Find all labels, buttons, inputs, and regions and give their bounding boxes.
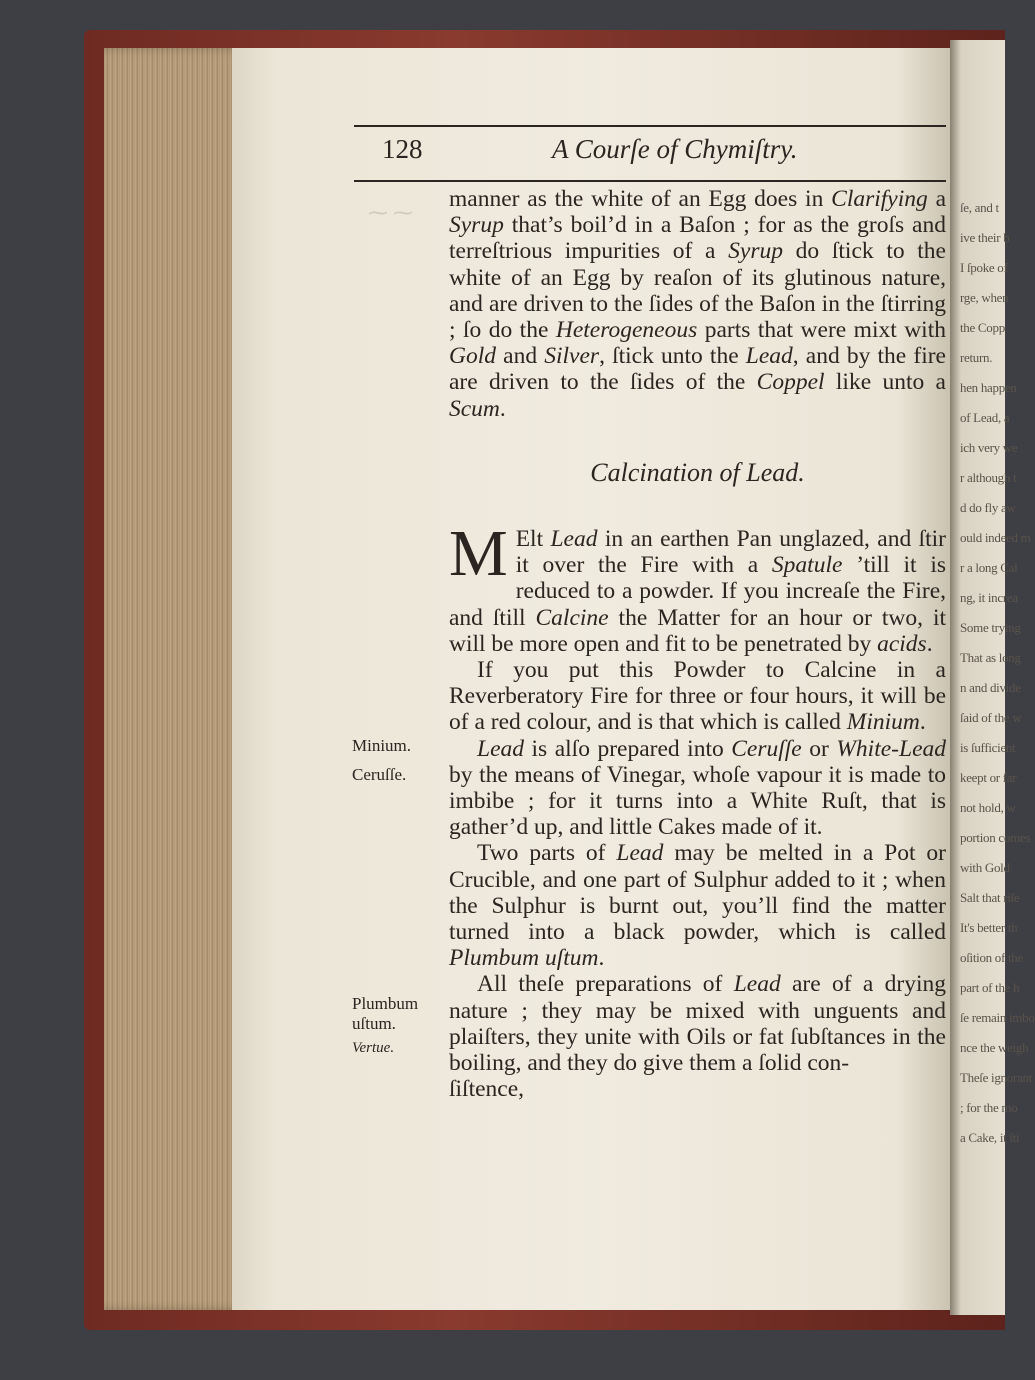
facing-page-fragment: return. [960, 350, 993, 365]
facing-page-fragment: ; for the mo [960, 1100, 1018, 1115]
facing-page-fragment: That as long [960, 650, 1021, 665]
facing-page-fragment: the Copp [960, 320, 1005, 335]
section-heading: Calcination of Lead. [590, 457, 805, 487]
facing-page-fragment: ſe remain imbo [960, 1010, 1035, 1025]
facing-page-fragment: d do fly aw [960, 500, 1016, 515]
facing-page-fragment: ſe, and t [960, 200, 999, 215]
facing-page-fragment: rge, when [960, 290, 1009, 305]
facing-page-fragment: oſition of the [960, 950, 1023, 965]
paragraph: Lead is alſo prepared into Ceruſſe or White-Lead by the means of Vinegar, whoſe vapour it is made to imbibe ; for it turns into a White Ruſt, that is gather’d up, and little Cakes made of it. [449, 735, 946, 841]
margin-note-ustum: uſtum. [352, 1014, 396, 1033]
drop-cap: M [449, 517, 508, 591]
paragraph: manner as the white of an Egg does in Clarifying a Syrup that’s boil’d in a Baſon ; for as the groſs and terreſtrious impurities of a Syrup do ſtick to the white of an Egg by reaſon of its glutinous nature, and are driven to the ſides of the Baſon in the ſtirring ; ſo do the Heterogeneous parts that were mixt with Gold and Silver, ſtick unto the Lead, and by the fire are driven to the ſides of the Coppel like unto a Scum. [449, 186, 946, 422]
body-text [449, 186, 946, 1103]
facing-page-fragment: r a long Cal [960, 560, 1018, 575]
facing-page-fragment: ive their b [960, 230, 1010, 245]
facing-page-fragment: of Lead, a [960, 410, 1010, 425]
paragraph: All theſe preparations of Lead are of a drying nature ; they may be mixed with unguents and plaiſters, they unite with Oils or fat ſubſtances in the boiling, and they do give them a ſolid con- [449, 971, 946, 1077]
paragraph: M Elt Lead in an earthen Pan unglazed, and ſtir it over the Fire with a Spatule ’till it is reduced to a powder. If you increaſe the Fire, and ſtill Calcine the Matter for an hour or two, it will be more open and fit to be penetrated by acids. [449, 517, 947, 657]
facing-page-fragment: hen happen [960, 380, 1017, 395]
facing-page-fragment: I ſpoke of [960, 260, 1008, 275]
page-edges [104, 48, 244, 1310]
facing-page-fragment: keept or far [960, 770, 1017, 785]
facing-page-fragment: Some trying [960, 620, 1021, 635]
facing-page-fragment: nce the weigh [960, 1040, 1029, 1055]
paragraph: If you put this Powder to Calcine in a Reverberatory Fire for three or four hours, it will be of a red colour, and is that which is called Minium. [449, 657, 946, 736]
running-head [354, 134, 946, 174]
facing-page-fragment: Theſe ignorant [960, 1070, 1032, 1085]
margin-note-plumbum: Plumbum [352, 994, 419, 1013]
facing-page-fragment: portion comes [960, 830, 1031, 845]
show-through-text: ⁓ ⁓ [368, 202, 413, 224]
margin-note-ceruse: Ceruſſe. [352, 765, 407, 784]
margin-note-vertue: Vertue. [352, 1040, 395, 1056]
facing-page-fragment: ould indeed m [960, 530, 1031, 545]
facing-page-fragment: ich very we [960, 440, 1018, 455]
paragraph: Two parts of Lead may be melted in a Pot or Crucible, and one part of Sulphur added to it ; when the Sulphur is burnt out, you’ll find the matter turned into a black powder, which is called Plumbum uſtum. [449, 840, 946, 972]
facing-page-fragment: ng, it increa [960, 590, 1018, 605]
facing-page-fragment: n and divide [960, 680, 1021, 695]
facing-page-fragment: r although t [960, 470, 1017, 485]
facing-page [950, 40, 1035, 1315]
facing-page-fragment: not hold, w [960, 800, 1016, 815]
margin-note-minium: Minium. [352, 736, 412, 755]
facing-page-fragment: is ſufficient [960, 740, 1016, 755]
facing-page-fragment: ſaid of the w [960, 710, 1022, 725]
facing-page-fragment: a Cake, it ſti [960, 1130, 1020, 1145]
facing-page-fragment: Salt that riſe [960, 890, 1020, 905]
catchword: ſiſtence, [449, 1076, 525, 1103]
facing-page-fragment: with Gold [960, 860, 1010, 875]
header-rule-top [354, 125, 946, 127]
book-title: A Courſe of Chymiſtry. [552, 134, 798, 164]
facing-page-fragment: part of the h [960, 980, 1020, 995]
header-rule-bottom [354, 180, 946, 182]
page-number: 128 [382, 134, 423, 164]
facing-page-fragment: It's better th [960, 920, 1018, 935]
